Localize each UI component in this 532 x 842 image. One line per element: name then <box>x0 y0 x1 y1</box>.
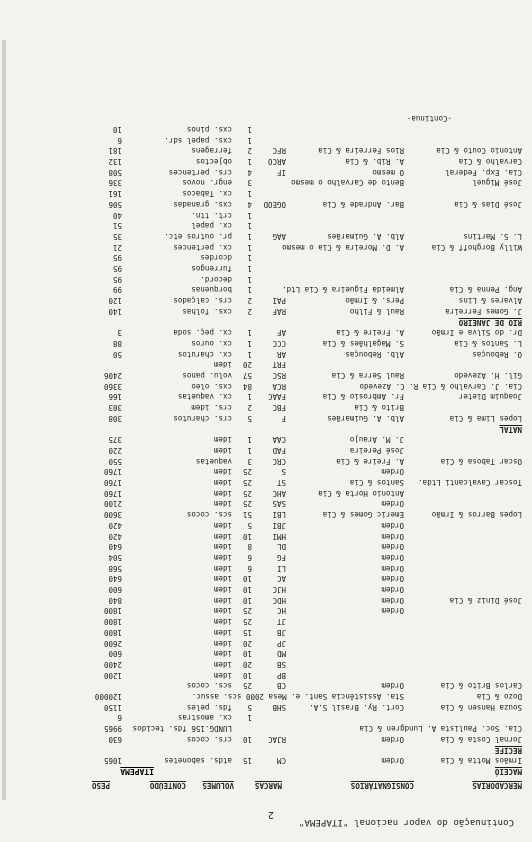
cell-marc: LI <box>276 563 286 573</box>
page-title: Continuação do vapor nacional "ITAPEMA" <box>298 817 514 827</box>
cell-vol: 10 <box>242 734 252 744</box>
cell-vol: 1 <box>247 232 252 241</box>
cell-marc: CAA <box>272 435 286 445</box>
cell-vol: 25 <box>242 617 252 627</box>
cell-vol: 1 <box>247 125 252 134</box>
column-header-consignatarios: CONSIGNATÁRIOS <box>350 781 414 790</box>
cell-cons: J. M. Araujo <box>349 435 404 445</box>
cell-vol: 1 <box>247 446 252 455</box>
cell-merc: José Dias & Cia <box>454 199 522 209</box>
cell-marc: AC <box>276 574 286 584</box>
cell-vol: 25 <box>242 499 252 509</box>
cell-cons: A. Rib. & Cia <box>345 157 404 167</box>
cell-peso: 504 <box>108 553 122 562</box>
cell-peso: 161 <box>108 189 122 199</box>
cell-marc: RJAC <box>267 734 286 744</box>
cell-cons: Cort. Ry. Brasil S.A. <box>309 702 404 712</box>
cell-cont: scs. cocos <box>186 681 232 691</box>
cell-cons: Ordem <box>381 467 404 477</box>
cell-cons: Bento de Carvalho o mesmo <box>291 178 404 188</box>
cell-peso: 35 <box>112 232 122 241</box>
cell-cont: dcordes <box>200 253 232 263</box>
cell-merc: MACEIÓ <box>494 767 522 776</box>
cell-peso: 3360 <box>103 381 122 391</box>
cell-marc: AR <box>276 349 286 359</box>
cell-vol: 25 <box>242 478 252 488</box>
cell-vol: 8 <box>247 542 252 552</box>
cell-cont: cxs. pinos <box>186 125 232 134</box>
cell-cont: idem <box>213 435 232 445</box>
cell-peso: 2100 <box>103 499 122 509</box>
cell-peso: 140 <box>108 306 122 316</box>
cell-vol: 6 <box>247 553 252 562</box>
cell-merc: Lopes Lima & Cia <box>449 413 522 423</box>
cell-cont: cx. peç. soda <box>173 328 232 338</box>
cell-marc: CRC <box>272 456 286 466</box>
cell-cont: ferragens <box>191 146 232 156</box>
cell-marc: FBC <box>272 403 286 413</box>
cell-peso: 420 <box>108 531 122 541</box>
cell-cont: vaquetas <box>195 456 232 466</box>
cell-peso: 220 <box>108 446 122 455</box>
cell-cont: pr. outros etc. <box>164 232 232 241</box>
page-number: 2 <box>267 809 274 820</box>
cell-peso: 1150 <box>103 702 122 712</box>
cell-vol: 2 <box>247 146 252 156</box>
cell-vol: 25 <box>242 681 252 691</box>
cell-cons: Ordem <box>381 681 404 691</box>
cell-marc: HDC <box>272 595 286 605</box>
cell-peso: 132 <box>108 157 122 167</box>
cell-cont: idem <box>213 542 232 552</box>
cell-merc: J. Gomes Ferreira <box>445 306 522 316</box>
cell-merc: Carlos Brito & Cia <box>440 681 522 691</box>
cell-marc: BP <box>276 670 286 680</box>
cell-peso: 95 <box>112 274 122 284</box>
cell-vol: 5 <box>247 702 252 712</box>
cell-cont: cxs. papel sdr. <box>164 135 232 145</box>
cell-peso: 420 <box>108 520 122 530</box>
column-header-mercadorias: MERCADORIAS <box>472 781 522 790</box>
cell-cons: A. Freire & Cia <box>336 328 404 338</box>
cell-vol: 1 <box>247 135 252 145</box>
cell-marc: ARCO <box>267 157 286 167</box>
cell-peso: 508 <box>108 167 122 177</box>
cell-merc: Gil. H. Azevedo <box>454 371 522 381</box>
cell-cons: Ordem <box>381 756 404 766</box>
cell-cons: Ordem <box>381 553 404 562</box>
cell-peso: 1800 <box>103 627 122 637</box>
cell-vol: 15 <box>242 627 252 637</box>
cell-peso: 303 <box>108 403 122 413</box>
cell-cons: Brito & Cia <box>354 403 404 413</box>
cell-cons: Sta. Assistência Sant. e. Mesa 2000 scs. assuc. <box>191 692 404 702</box>
cell-cont: borquenas <box>191 285 232 295</box>
cell-vol: 4 <box>247 167 252 177</box>
cell-peso: 51 <box>112 221 122 231</box>
cell-cont: cxs. oleo <box>191 381 232 391</box>
cell-cont: volu. panos <box>182 371 232 381</box>
cell-merc: NATAL <box>499 424 522 434</box>
cell-peso: 120000 <box>94 692 122 702</box>
cell-peso: 1760 <box>103 467 122 477</box>
vessel-label: ITAPEMA <box>120 767 154 776</box>
cell-vol: 3 <box>247 456 252 466</box>
cell-peso: 99 <box>112 285 122 295</box>
cell-merc: Cia. Soc. Paulista A. Lundgren & Cia <box>359 724 522 734</box>
cell-marc: AF <box>276 328 286 338</box>
cell-vol: 10 <box>242 649 252 659</box>
cell-cont: cx. ouros <box>191 339 232 348</box>
cell-merc: RIO DE JANEIRO <box>458 317 522 327</box>
cell-peso: 640 <box>108 542 122 552</box>
cell-vol: 5 <box>247 413 252 423</box>
cell-merc: Oscar Tabosa & Cia <box>440 456 522 466</box>
cell-peso: 2400 <box>103 660 122 669</box>
cell-cont: crs. idem <box>191 403 232 413</box>
cell-merc: RECIFE <box>494 745 522 755</box>
cell-merc: Lopes Barros & Irmão <box>431 510 522 520</box>
cell-merc: Willy Borghoff & Cia <box>431 242 522 252</box>
cell-vol: 1 <box>247 339 252 348</box>
cell-peso: 1760 <box>103 488 122 498</box>
cell-peso: 2406 <box>103 371 122 381</box>
cell-vol: 20 <box>242 660 252 669</box>
cell-vol: 2 <box>247 296 252 306</box>
cell-marc: LBI <box>272 510 286 520</box>
cell-cons: Raul Serra & Cia <box>331 371 404 381</box>
cell-peso: 166 <box>108 392 122 402</box>
cell-cons: Ordem <box>381 563 404 573</box>
cell-cont: idem <box>213 360 232 370</box>
cell-cont: idem <box>213 627 232 637</box>
cell-cont: idem <box>213 563 232 573</box>
cell-cons: A. D. Moreira & Cia o mesmo <box>282 242 404 252</box>
cell-marc: JT <box>276 617 286 627</box>
cell-marc: RCA <box>272 381 286 391</box>
cell-vol: 10 <box>242 585 252 595</box>
cell-merc: Cia. J. Carvalho & Cia R. C. Azevedo <box>359 381 522 391</box>
cell-marc: DL <box>276 542 286 552</box>
cell-peso: 88 <box>112 339 122 348</box>
cell-peso: 1800 <box>103 606 122 616</box>
cell-marc: FG <box>276 553 286 562</box>
cell-cont: idem <box>213 606 232 616</box>
cell-cont: cx. pertences <box>173 242 232 252</box>
cell-cons: Ordem <box>381 542 404 552</box>
cell-marc: AAG <box>272 232 286 241</box>
cell-vol: 20 <box>242 360 252 370</box>
cell-cont: fds. peles <box>186 702 232 712</box>
cell-marc: SHB <box>272 702 286 712</box>
cell-vol: 1 <box>247 349 252 359</box>
cell-peso: 21 <box>112 242 122 252</box>
cell-marc: JB <box>276 627 286 637</box>
cell-marc: MD <box>276 649 286 659</box>
cell-cont: crs. pertences <box>168 167 232 177</box>
cell-cons: S. Magalhães & Cia <box>322 339 404 348</box>
cell-marc: PAI <box>272 296 286 306</box>
cell-cont: idem <box>213 670 232 680</box>
cell-peso: 375 <box>108 435 122 445</box>
cell-merc: Joaquim Dieter <box>458 392 522 402</box>
cell-cons: Fr. Ambrosio & Cia <box>322 392 404 402</box>
cell-peso: 95 <box>112 264 122 274</box>
cell-vol: 51 <box>242 510 252 520</box>
cell-cont: idem <box>213 499 232 509</box>
cell-cont: idem <box>213 531 232 541</box>
cell-cont: idem <box>213 520 232 530</box>
cell-cont: cx. charutos <box>177 349 232 359</box>
cell-peso: 640 <box>108 574 122 584</box>
cell-cons: Ordem <box>381 585 404 595</box>
cell-vol: 1 <box>247 328 252 338</box>
cell-vol: 1 <box>247 285 252 295</box>
cell-marc: FAAC <box>267 392 286 402</box>
cell-merc: Dozo & Cia <box>476 692 522 702</box>
cell-vol: 1 <box>247 392 252 402</box>
cell-vol: 5 <box>247 520 252 530</box>
cell-cons: Raul & Filho <box>349 306 404 316</box>
cell-cont: idem <box>213 649 232 659</box>
cell-cons: Bar. Andrade & Cia <box>322 199 404 209</box>
cell-peso: 1065 <box>103 756 122 766</box>
cell-merc: José Diniz & Cia <box>449 595 522 605</box>
cell-vol: 10 <box>242 574 252 584</box>
cell-peso: 120 <box>108 296 122 306</box>
cell-cont: idem <box>213 488 232 498</box>
cell-peso: 630 <box>108 734 122 744</box>
cell-cont: idem <box>213 553 232 562</box>
cell-vol: 1 <box>247 274 252 284</box>
cell-peso: 3 <box>117 328 122 338</box>
cell-merc: Alvares & Lins <box>458 296 522 306</box>
cell-marc: AHC <box>272 488 286 498</box>
column-header-marcas: MARCAS <box>254 781 282 790</box>
cell-merc: Carvalho & Cia <box>458 157 522 167</box>
cell-cont: cx. vaquetas <box>177 392 232 402</box>
cell-vol: 6 <box>247 563 252 573</box>
cell-cons: Ordem <box>381 520 404 530</box>
cell-marc: SAS <box>272 499 286 509</box>
column-header-volumes: VOLUMES <box>202 781 234 790</box>
cell-cons: Ordem <box>381 574 404 584</box>
cell-vol: 15 <box>242 756 252 766</box>
cell-vol: 2 <box>247 403 252 413</box>
cell-merc: Ang. Penna & Cia <box>449 285 522 295</box>
cell-cont: crs. charutos <box>173 413 232 423</box>
cell-cons: A. Freire & Cia <box>336 456 404 466</box>
cell-vol: 20 <box>242 638 252 648</box>
cell-vol: 10 <box>242 670 252 680</box>
cell-marc: JP <box>276 638 286 648</box>
cell-cons: Ordem <box>381 595 404 605</box>
cell-peso: 840 <box>108 595 122 605</box>
cell-marc: ST <box>276 478 286 488</box>
cell-marc: SB <box>276 660 286 669</box>
cell-cont: crs. calçados <box>173 296 232 306</box>
cell-merc: Antonio Couto & Cia <box>436 146 522 156</box>
cell-marc: FRT <box>272 360 286 370</box>
cell-vol: 1 <box>247 253 252 263</box>
cell-vol: 10 <box>242 595 252 605</box>
cell-marc: RSC <box>272 371 286 381</box>
cell-cont: cx. papel <box>191 221 232 231</box>
cell-marc: RFC <box>272 146 286 156</box>
cell-cons: Ordem <box>381 606 404 616</box>
cell-cont: LUNDG.156 fds. tecidos <box>132 724 232 734</box>
cell-vol: 1 <box>247 157 252 167</box>
cell-cont: cx. Tabacos <box>182 189 232 199</box>
cell-vol: 25 <box>242 606 252 616</box>
cell-peso: 6 <box>117 135 122 145</box>
cell-cont: idem <box>213 446 232 455</box>
cell-cons: Alb. A. Guimarães <box>327 413 404 423</box>
cell-cont: idem <box>213 617 232 627</box>
cell-vol: 2 <box>247 306 252 316</box>
cell-cont: cx. amostras <box>177 713 232 723</box>
column-header-conteudo: CONTEÚDO <box>149 781 186 790</box>
cell-cont: idem <box>213 585 232 595</box>
cell-merc: L. Santos & Cia <box>454 339 522 348</box>
cell-cont: furrengos <box>191 264 232 274</box>
cell-peso: 506 <box>108 199 122 209</box>
cell-cont: idem <box>213 660 232 669</box>
cell-vol: 57 <box>242 371 252 381</box>
cell-cons: O mesmo <box>372 167 404 177</box>
cell-marc: JBI <box>272 520 286 530</box>
cell-marc: HJC <box>272 585 286 595</box>
cell-vol: 25 <box>242 467 252 477</box>
column-header-peso: PESO <box>91 781 110 790</box>
cell-marc: F <box>281 413 286 423</box>
cell-merc: L. S. Martins <box>463 232 522 241</box>
cell-merc: Toscar Cavalcanti Ltda. <box>418 478 522 488</box>
cell-vol: 1 <box>247 210 252 220</box>
cell-cont: crs. cocos <box>186 734 232 744</box>
cell-marc: S <box>281 467 286 477</box>
cell-peso: 2600 <box>103 638 122 648</box>
cell-cont: atds. sabonetes <box>164 756 232 766</box>
cell-marc: FAD <box>272 446 286 455</box>
cell-merc: Jornal Costa & Cia <box>440 734 522 744</box>
cell-vol: 84 <box>242 381 252 391</box>
cell-vol: 3 <box>247 178 252 188</box>
cell-cont: idem <box>213 478 232 488</box>
cell-vol: 1 <box>247 713 252 723</box>
cell-vol: 1 <box>247 242 252 252</box>
cell-cons: Rios Ferreira & Cia <box>318 146 404 156</box>
cell-cons: Ordem <box>381 499 404 509</box>
cell-peso: 9965 <box>103 724 122 734</box>
cell-cons: Almeida Figueira & Cia Ltd. <box>282 285 404 295</box>
cell-peso: 600 <box>108 649 122 659</box>
cell-merc: O. Rebouças <box>472 349 522 359</box>
cell-peso: 568 <box>108 563 122 573</box>
cell-marc: CM <box>276 756 286 766</box>
cell-peso: 336 <box>108 178 122 188</box>
cell-peso: 181 <box>108 146 122 156</box>
cell-marc: IF <box>276 167 286 177</box>
cell-cons: Alb. Rebouças <box>345 349 404 359</box>
cell-peso: 40 <box>112 210 122 220</box>
cell-cons: Emeric Gomes & Cia <box>322 510 404 520</box>
cell-vol: 1 <box>247 189 252 199</box>
cell-marc: RAF <box>272 306 286 316</box>
cell-cont: cxs. granadas <box>173 199 232 209</box>
cell-vol: 10 <box>242 531 252 541</box>
cell-merc: Cia. Exp. Federal <box>445 167 522 177</box>
cell-peso: 600 <box>108 585 122 595</box>
cell-cons: Ordem <box>381 531 404 541</box>
cell-cont: scs. cocos <box>186 510 232 520</box>
cell-merc: -Continua- <box>406 114 452 124</box>
cell-cont: decord. <box>200 274 232 284</box>
cell-marc: HMI <box>272 531 286 541</box>
cell-marc: OGEOD <box>263 199 286 209</box>
cell-vol: 1 <box>247 264 252 274</box>
cell-cons: Antonio Horta & Cia <box>318 488 404 498</box>
cell-peso: 308 <box>108 413 122 423</box>
cell-merc: Dr. do Silva e Irmão <box>431 328 522 338</box>
cell-cont: crt. ttn. <box>191 210 232 220</box>
cell-peso: 3600 <box>103 510 122 520</box>
cell-merc: José Miguel <box>472 178 522 188</box>
cell-cons: Pers. & Irmão <box>345 296 404 306</box>
cell-cons: José Pereira <box>349 446 404 455</box>
cell-cont: idem <box>213 638 232 648</box>
cell-peso: 95 <box>112 253 122 263</box>
cell-cont: idem <box>213 574 232 584</box>
cell-vol: 4 <box>247 199 252 209</box>
cell-peso: 10 <box>112 125 122 134</box>
cell-peso: 550 <box>108 456 122 466</box>
cell-marc: CCC <box>272 339 286 348</box>
cell-peso: 1760 <box>103 478 122 488</box>
cell-peso: 50 <box>112 349 122 359</box>
cell-marc: CB <box>276 681 286 691</box>
cell-merc: Irmãos Motta & Cia <box>440 756 522 766</box>
cell-cons: Alb. A. Guimarães <box>327 232 404 241</box>
cell-cont: engr. novos <box>182 178 232 188</box>
cell-vol: 25 <box>242 488 252 498</box>
cell-cons: Ordem <box>381 734 404 744</box>
cell-merc: Souza Hansen & Cia <box>440 702 522 712</box>
cell-peso: 6 <box>117 713 122 723</box>
cell-peso: 1200 <box>103 670 122 680</box>
cell-marc: HC <box>276 606 286 616</box>
cell-peso: 1800 <box>103 617 122 627</box>
cell-vol: 1 <box>247 435 252 445</box>
cell-cont: objectos <box>195 157 232 167</box>
cell-cons: Santos & Cia <box>349 478 404 488</box>
cell-cont: idem <box>213 467 232 477</box>
cell-cont: cxs. folhas <box>182 306 232 316</box>
cell-cont: idem <box>213 595 232 605</box>
cell-vol: 1 <box>247 221 252 231</box>
